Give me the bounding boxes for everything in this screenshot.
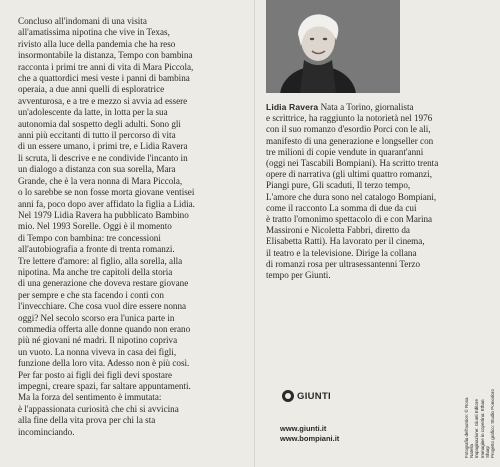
author-portrait-image: [266, 0, 400, 93]
credits-block: [464, 388, 500, 462]
author-bio: [266, 102, 488, 281]
author-bio-text: Nata a Torino, giornalista e scrittrice, ha raggiunto la notorietà nel 1976 con il suo romanzo d'esordio Porci con le ali, manifesto di una generazione e longseller con tre milioni di copie vendute in quarant'anni (oggi nei Tascabili Bompiani). Ha scritto trenta opere di narrativa (gli ultimi quattro romanzi, Piangi pure, Gli scaduti, Il terzo tempo, L'amore che dura sono nel catalogo Bompiani, come il racconto La somma di due da cui è tratto l'omonimo spettacolo di e con Marina Massironi e Nicoletta Fabbri, diretto da Elisabetta Ratti). Ha lavorato per il cinema, il teatro e la televisione. Dirige la collana di romanzi rosa per ultrasessantenni Terzo tempo per Giunti.: [266, 102, 439, 281]
publisher-urls: [280, 424, 339, 444]
giunti-logo-icon: [282, 390, 294, 402]
column-divider: [254, 0, 255, 467]
author-column: [266, 0, 494, 467]
publisher-logo-text: GIUNTI: [297, 390, 331, 402]
credits-text: Fotografia dell'autrice: © Rosa Natella Impaginazione: Giunti Editore Immagine in copertina: Ethan Sharp Progetto grafico: Studio Pomodoro: [464, 388, 496, 458]
url-bompiani[interactable]: www.bompiani.it: [280, 434, 340, 443]
publisher-logo: [282, 390, 331, 402]
synopsis-text: Concluso all'indomani di una visita all'amatissima nipotina che vive in Texas, rivisto alla luce della pandemia che ha reso insormontabile la distanza, Tempo con bambina racconta i primi tre anni di vita di Mara Piccola, che a quattordici mesi veste i panni di bambina operaia, a due anni quelli di esploratrice avventurosa, e a tre e mezzo si avvia ad essere un'adolescente da latte, in lotta per la sua autonomia dal sospetto degli adulti. Sono gli anni più eccitanti di tutto il percorso di vita di un essere umano, i primi tre, e Lidia Ravera li scruta, li descrive e ne condivide l'incanto in un dialogo a distanza con sua sorella, Mara Grande, che è la vera nonna di Mara Piccola, o lo sarebbe se non fosse morta giovane ventisei anni fa, poco dopo aver affidato la figlia a Lidia. Nel 1979 Lidia Ravera ha pubblicato Bambino mio. Nel 1993 Sorelle. Oggi è il momento di Tempo con bambina: tre concessioni all'autobiografia a fronte di trenta romanzi. Tre lettere d'amore: al figlio, alla sorella, alla nipotina. Ma anche tre capitoli della storia di una generazione che doveva restare giovane per sempre e che sta facendo i conti con l'invecchiare. Che cosa vuol dire essere nonna oggi? Nel secolo scorso era l'unica parte in commedia offerta alle donne quando non erano più né giovani né madri. Il nipotino copriva un vuoto. La nonna viveva in casa dei figli, funzione della loro vita. Adesso non è più così. Per far posto ai figli dei figli devi spostare impegni, creare spazi, far saltare appuntamenti. Ma la forza del sentimento è immutata: è l'appassionata curiosità che chi si avvicina alla fine della vita prova per chi la sta incominciando.: [18, 16, 195, 437]
author-name: Lidia Ravera: [266, 102, 319, 112]
author-photo: [266, 0, 400, 93]
synopsis-column: [18, 16, 248, 438]
url-giunti[interactable]: www.giunti.it: [280, 424, 327, 433]
